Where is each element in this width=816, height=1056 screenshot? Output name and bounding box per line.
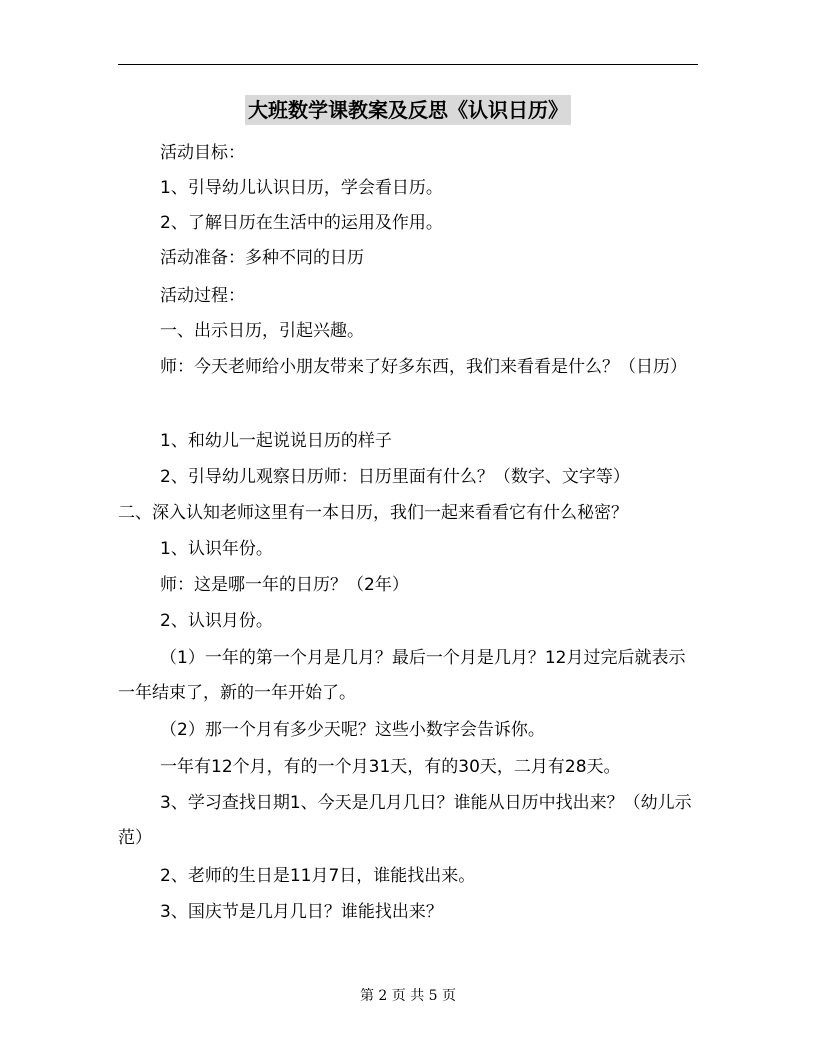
paragraph: 活动过程： bbox=[160, 286, 245, 306]
paragraph: 活动目标： bbox=[160, 143, 245, 163]
paragraph: 2、了解日历在生活中的运用及作用。 bbox=[160, 213, 443, 233]
title-container bbox=[0, 95, 816, 125]
paragraph: 一年有12个月，有的一个月31天，有的30天，二月有28天。 bbox=[160, 757, 621, 777]
paragraph: 师：这是哪一年的日历？（2年） bbox=[160, 575, 409, 595]
page-footer: 第 2 页 共 5 页 bbox=[359, 988, 457, 1004]
paragraph: 1、引导幼儿认识日历，学会看日历。 bbox=[160, 178, 443, 198]
paragraph: 师：今天老师给小朋友带来了好多东西，我们来看看是什么？（日历） bbox=[160, 357, 687, 377]
paragraph: 1、和幼儿一起说说日历的样子 bbox=[160, 431, 392, 451]
paragraph: 1、认识年份。 bbox=[160, 539, 273, 559]
paragraph: 一、出示日历，引起兴趣。 bbox=[160, 321, 364, 341]
header-rule bbox=[118, 64, 698, 65]
paragraph: （2）那一个月有多少天呢？这些小数字会告诉你。 bbox=[160, 720, 545, 740]
paragraph: 3、国庆节是几月几日？谁能找出来？ bbox=[160, 902, 443, 922]
paragraph: 活动准备：多种不同的日历 bbox=[160, 248, 364, 268]
paragraph: （1）一年的第一个月是几月？最后一个月是几月？12月过完后就表示一年结束了，新的一年开始了。 bbox=[118, 648, 686, 703]
paragraph: 二、深入认知老师这里有一本日历，我们一起来看看它有什么秘密？ bbox=[118, 503, 628, 523]
paragraph: 2、老师的生日是11月7日，谁能找出来。 bbox=[160, 866, 476, 886]
document-title: 大班数学课教案及反思《认识日历》 bbox=[245, 95, 571, 125]
paragraph: 2、引导幼儿观察日历师：日历里面有什么？（数字、文字等） bbox=[160, 467, 630, 487]
paragraph: 2、认识月份。 bbox=[160, 611, 273, 631]
paragraph: 3、学习查找日期1、今天是几月几日？谁能从日历中找出来？（幼儿示范） bbox=[118, 793, 692, 848]
